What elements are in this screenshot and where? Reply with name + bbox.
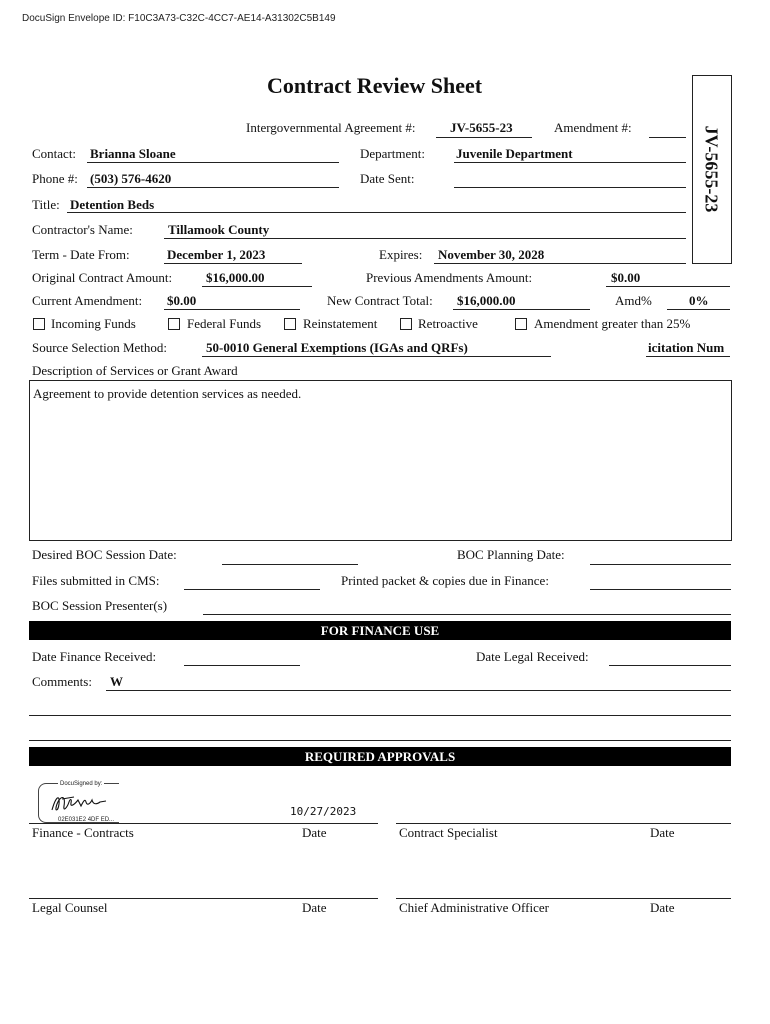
current-amendment-underline	[164, 309, 300, 310]
signature-icon	[48, 790, 112, 816]
comments-value[interactable]: W	[110, 674, 123, 689]
desired-boc-date-label: Desired BOC Session Date:	[32, 547, 177, 562]
source-selection-underline	[202, 356, 551, 357]
title-value[interactable]: Detention Beds	[70, 197, 155, 212]
new-total-label: New Contract Total:	[327, 293, 433, 308]
date-sent-label: Date Sent:	[360, 171, 415, 186]
original-amount-underline	[202, 286, 312, 287]
current-amendment-label: Current Amendment:	[32, 293, 143, 308]
source-selection-value[interactable]: 50-0010 General Exemptions (IGAs and QRFs)	[206, 340, 468, 355]
finance-use-heading: FOR FINANCE USE	[29, 621, 731, 640]
retroactive-label: Retroactive	[418, 316, 478, 331]
printed-packet-label: Printed packet & copies due in Finance:	[341, 573, 549, 588]
expires-label: Expires:	[379, 247, 423, 262]
description-box[interactable]	[29, 380, 732, 541]
solicitation-number-underline	[646, 356, 730, 357]
title-label: Title:	[32, 197, 60, 212]
retroactive-checkbox[interactable]	[400, 318, 412, 330]
boc-planning-date-field[interactable]	[590, 564, 731, 565]
source-selection-label: Source Selection Method:	[32, 340, 168, 355]
date-finance-received-label: Date Finance Received:	[32, 649, 157, 664]
envelope-id: DocuSign Envelope ID: F10C3A73-C32C-4CC7-AE14-A31302C5B149	[22, 13, 336, 24]
required-approvals-heading: REQUIRED APPROVALS	[29, 747, 731, 766]
contractor-value[interactable]: Tillamook County	[168, 222, 270, 237]
signed-date: 10/27/2023	[290, 805, 357, 818]
description-label: Description of Services or Grant Award	[32, 363, 238, 378]
files-cms-label: Files submitted in CMS:	[32, 573, 160, 588]
federal-funds-checkbox[interactable]	[168, 318, 180, 330]
current-amendment-value[interactable]: $0.00	[167, 293, 197, 308]
contractor-label: Contractor's Name:	[32, 222, 133, 237]
boc-planning-date-label: BOC Planning Date:	[457, 547, 565, 562]
contact-value[interactable]: Brianna Sloane	[90, 146, 176, 161]
title-underline	[67, 212, 686, 213]
date-finance-received-field[interactable]	[184, 665, 300, 666]
iga-value[interactable]: JV-5655-23	[450, 120, 513, 135]
finance-contracts-signature-line[interactable]	[29, 823, 378, 824]
solicitation-number-value[interactable]: icitation Num	[648, 340, 725, 355]
amd-pct-value[interactable]: 0%	[689, 293, 709, 308]
term-from-label: Term - Date From:	[32, 247, 130, 262]
department-underline	[454, 162, 686, 163]
date-legal-received-label: Date Legal Received:	[476, 649, 589, 664]
cao-label: Chief Administrative Officer	[399, 900, 549, 915]
phone-underline	[87, 187, 339, 188]
amendment-greater-25-checkbox[interactable]	[515, 318, 527, 330]
legal-counsel-signature-line[interactable]	[29, 898, 378, 899]
amd-pct-underline	[667, 309, 730, 310]
legal-counsel-date-label: Date	[302, 900, 327, 915]
amendment-label: Amendment #:	[554, 120, 632, 135]
contact-underline	[87, 162, 339, 163]
page-title: Contract Review Sheet	[267, 73, 483, 98]
phone-label: Phone #:	[32, 171, 78, 186]
docusigned-by-label: DocuSigned by:	[60, 781, 103, 787]
signature-id: 02E031E2 4DF ED...	[58, 817, 115, 823]
expires-value[interactable]: November 30, 2028	[438, 247, 545, 262]
contract-specialist-date-label: Date	[650, 825, 675, 840]
incoming-funds-label: Incoming Funds	[51, 316, 136, 331]
comments-label: Comments:	[32, 674, 92, 689]
new-total-underline	[453, 309, 590, 310]
description-text: Agreement to provide detention services as needed.	[33, 386, 302, 401]
date-legal-received-field[interactable]	[609, 665, 731, 666]
expires-underline	[434, 263, 686, 264]
reinstatement-checkbox[interactable]	[284, 318, 296, 330]
previous-amount-label: Previous Amendments Amount:	[366, 270, 533, 285]
original-amount-value[interactable]: $16,000.00	[206, 270, 265, 285]
phone-value[interactable]: (503) 576-4620	[90, 171, 172, 186]
previous-amount-value[interactable]: $0.00	[611, 270, 641, 285]
files-cms-field[interactable]	[184, 589, 320, 590]
new-total-value[interactable]: $16,000.00	[457, 293, 516, 308]
department-label: Department:	[360, 146, 425, 161]
date-sent-underline	[454, 187, 686, 188]
desired-boc-date-field[interactable]	[222, 564, 358, 565]
printed-packet-field[interactable]	[590, 589, 731, 590]
iga-underline	[436, 137, 532, 138]
term-from-value[interactable]: December 1, 2023	[167, 247, 266, 262]
boc-presenter-label: BOC Session Presenter(s)	[32, 598, 168, 613]
side-id-text: JV-5655-23	[701, 125, 722, 213]
federal-funds-label: Federal Funds	[187, 316, 262, 331]
iga-label: Intergovernmental Agreement #:	[246, 120, 416, 135]
amendment-underline	[649, 137, 686, 138]
incoming-funds-checkbox[interactable]	[33, 318, 45, 330]
term-from-underline	[164, 263, 302, 264]
contractor-underline	[164, 238, 686, 239]
comments-underline	[106, 690, 731, 691]
department-value[interactable]: Juvenile Department	[456, 146, 573, 161]
cao-date-label: Date	[650, 900, 675, 915]
boc-presenter-field[interactable]	[203, 614, 731, 615]
comments-line-3	[29, 740, 731, 741]
comments-line-2	[29, 715, 731, 716]
amendment-greater-25-label: Amendment greater than 25%	[534, 316, 691, 331]
legal-counsel-label: Legal Counsel	[32, 900, 108, 915]
reinstatement-label: Reinstatement	[303, 316, 378, 331]
original-amount-label: Original Contract Amount:	[32, 270, 173, 285]
finance-contracts-label: Finance - Contracts	[32, 825, 134, 840]
previous-amount-underline	[606, 286, 730, 287]
cao-signature-line[interactable]	[396, 898, 731, 899]
contract-specialist-signature-line[interactable]	[396, 823, 731, 824]
contact-label: Contact:	[32, 146, 77, 161]
amd-pct-label: Amd%	[615, 293, 652, 308]
contract-specialist-label: Contract Specialist	[399, 825, 498, 840]
finance-contracts-date-label: Date	[302, 825, 327, 840]
